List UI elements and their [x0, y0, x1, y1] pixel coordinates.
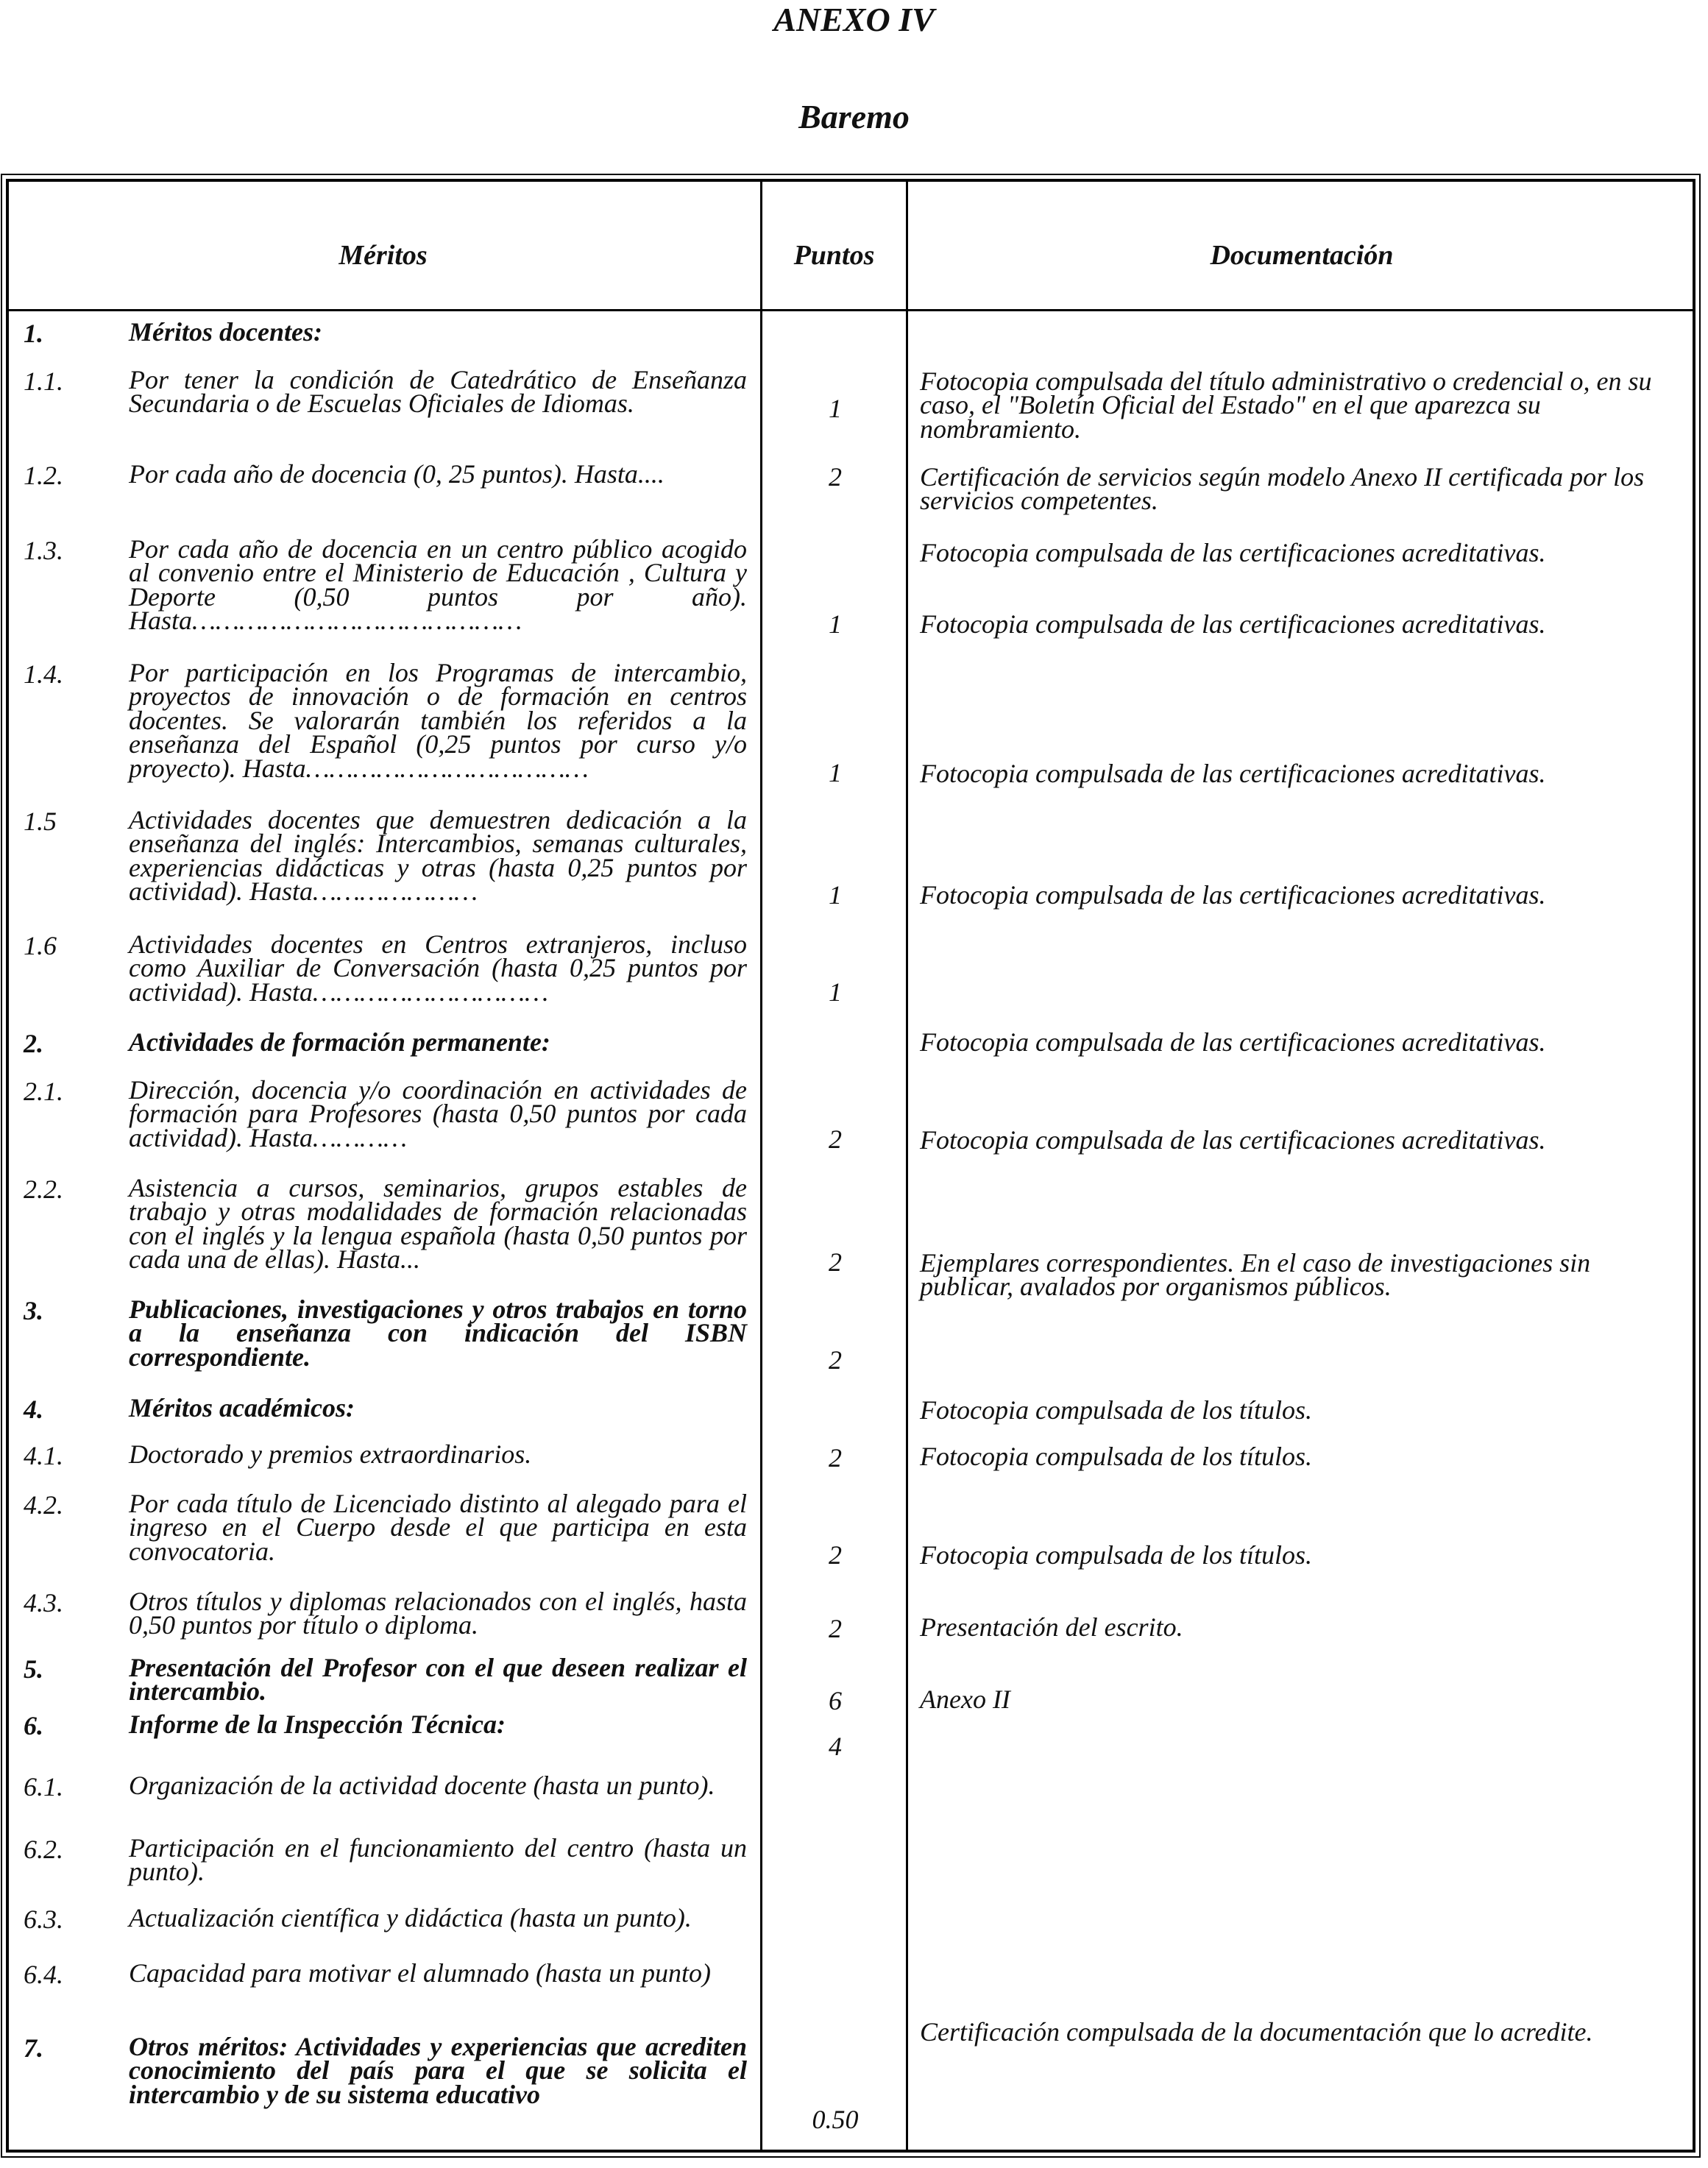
row-number: 7. — [24, 2033, 43, 2063]
row-points: 1 — [829, 880, 842, 910]
annex-title: ANEXO IV — [773, 1, 935, 38]
row-points: 2 — [829, 1345, 842, 1375]
row-points: 2 — [829, 1124, 842, 1154]
row-number: 4.1. — [24, 1441, 63, 1470]
row-points: 1 — [829, 609, 842, 639]
row-text: Informe de la Inspección Técnica: — [129, 1710, 506, 1739]
row-number: 1.2. — [24, 461, 63, 490]
row-number: 3. — [24, 1296, 43, 1325]
row-documentation: Certificación compulsada de la documentación que lo acredite. — [920, 2017, 1593, 2047]
row-number: 4. — [24, 1395, 43, 1424]
row-text: Actividades de formación permanente: — [129, 1027, 550, 1057]
column-header-documentacion: Documentación — [1210, 240, 1394, 271]
row-text: Participación en el funcionamiento del centro (hasta un punto). — [129, 1833, 747, 1887]
row-text: Méritos académicos: — [129, 1393, 355, 1423]
row-text: Publicaciones, investigaciones y otros trabajos en torno a la enseñanza con indicación del ISBN correspondiente. — [129, 1294, 747, 1372]
row-number: 1.1. — [24, 366, 63, 396]
row-points: 6 — [829, 1686, 842, 1715]
row-number: 6. — [24, 1711, 43, 1740]
row-documentation: Fotocopia compulsada de los títulos. — [920, 1395, 1312, 1425]
row-documentation: Fotocopia compulsada de las certificaciones acreditativas. — [920, 1027, 1546, 1057]
row-number: 1.6 — [24, 931, 57, 960]
page-title: Baremo — [798, 98, 910, 135]
row-text: Dirección, docencia y/o coordinación en actividades de formación para Profesores (hasta 0,50 puntos por cada actividad). Hasta………… — [129, 1075, 747, 1152]
row-documentation: Ejemplares correspondientes. En el caso de investigaciones sin publicar, avalados por organismos públicos. — [920, 1248, 1591, 1302]
row-text: Por cada año de docencia en un centro público acogido al convenio entre el Ministerio de Educación , Cultura y Deporte (0,50 puntos por año). Hasta…………………………………… — [129, 534, 747, 636]
row-text: Otros méritos: Actividades y experiencias que acrediten conocimiento del país para el que se solicita el intercambio y de su sistema educativo — [129, 2032, 747, 2109]
row-number: 6.2. — [24, 1835, 63, 1864]
row-text: Asistencia a cursos, seminarios, grupos estables de trabajo y otras modalidades de formación relacionadas con el inglés y la lengua española (hasta 0,50 puntos por cada una de ellas). Hasta... — [129, 1173, 747, 1275]
row-documentation: Anexo II — [920, 1685, 1010, 1714]
row-text: Organización de la actividad docente (hasta un punto). — [129, 1771, 715, 1800]
row-number: 6.3. — [24, 1905, 63, 1934]
column-header-meritos: Méritos — [339, 240, 428, 271]
row-documentation: Fotocopia compulsada de las certificaciones acreditativas. — [920, 1125, 1546, 1155]
row-text: Otros títulos y diplomas relacionados con el inglés, hasta 0,50 puntos por título o diploma. — [129, 1587, 747, 1640]
row-number: 6.4. — [24, 1960, 63, 1989]
row-number: 5. — [24, 1654, 43, 1684]
row-points: 2 — [829, 1614, 842, 1643]
row-number: 4.3. — [24, 1588, 63, 1618]
row-documentation: Fotocopia compulsada de las certificaciones acreditativas. — [920, 759, 1546, 788]
row-points: 2 — [829, 1247, 842, 1277]
row-text: Doctorado y premios extraordinarios. — [129, 1439, 532, 1469]
row-points: 1 — [829, 758, 842, 787]
row-documentation: Fotocopia compulsada de las certificaciones acreditativas. — [920, 609, 1546, 639]
row-points: 2 — [829, 1443, 842, 1473]
row-number: 2.2. — [24, 1175, 63, 1204]
row-documentation: Certificación de servicios según modelo Anexo II certificada por los servicios competentes. — [920, 462, 1645, 516]
row-documentation: Presentación del escrito. — [920, 1612, 1183, 1642]
row-number: 6.1. — [24, 1772, 63, 1802]
row-text: Actualización científica y didáctica (hasta un punto). — [129, 1903, 692, 1933]
row-number: 1.3. — [24, 536, 63, 565]
row-number: 1. — [24, 319, 43, 348]
row-number: 2. — [24, 1029, 43, 1058]
row-documentation: Fotocopia compulsada de las certificaciones acreditativas. — [920, 538, 1546, 567]
row-number: 4.2. — [24, 1490, 63, 1520]
row-documentation: Fotocopia compulsada de las certificaciones acreditativas. — [920, 880, 1546, 910]
row-text: Méritos docentes: — [129, 317, 322, 347]
row-text: Actividades docentes que demuestren dedicación a la enseñanza del inglés: Intercambios, semanas culturales, experiencias didácticas y otras (hasta 0,25 puntos por actividad). Hasta………………… — [129, 805, 747, 907]
row-points: 1 — [829, 394, 842, 423]
row-text: Presentación del Profesor con el que deseen realizar el intercambio. — [129, 1653, 747, 1707]
row-points: 2 — [829, 462, 842, 492]
row-text: Capacidad para motivar el alumnado (hasta un punto) — [129, 1958, 711, 1988]
row-number: 1.4. — [24, 659, 63, 689]
row-text: Por cada título de Licenciado distinto al alegado para el ingreso en el Cuerpo desde el que participa en esta convocatoria. — [129, 1489, 747, 1566]
row-points: 2 — [829, 1540, 842, 1570]
row-text: Por participación en los Programas de intercambio, proyectos de innovación o de formación en centros docentes. Se valorarán también los referidos a la enseñanza del Español (0,25 puntos por curso y/o proyecto). Hasta……………………………… — [129, 658, 747, 783]
row-documentation: Fotocopia compulsada de los títulos. — [920, 1442, 1312, 1471]
column-header-puntos: Puntos — [793, 240, 875, 271]
row-points: 0.50 — [812, 2105, 859, 2134]
row-points: 4 — [829, 1732, 842, 1761]
row-text: Por tener la condición de Catedrático de Enseñanza Secundaria o de Escuelas Oficiales de Idiomas. — [129, 365, 747, 419]
header-separator — [6, 309, 1695, 311]
row-text: Actividades docentes en Centros extranjeros, incluso como Auxiliar de Conversación (hasta 0,25 puntos por actividad). Hasta………………………… — [129, 929, 747, 1007]
row-number: 2.1. — [24, 1077, 63, 1106]
row-documentation: Fotocopia compulsada del título administrativo o credencial o, en su caso, el "Boletín Oficial del Estado" en el que aparezca su nombramiento. — [920, 366, 1652, 444]
row-points: 1 — [829, 977, 842, 1007]
row-documentation: Fotocopia compulsada de los títulos. — [920, 1540, 1312, 1570]
row-number: 1.5 — [24, 807, 57, 836]
row-text: Por cada año de docencia (0, 25 puntos). Hasta.... — [129, 459, 665, 489]
